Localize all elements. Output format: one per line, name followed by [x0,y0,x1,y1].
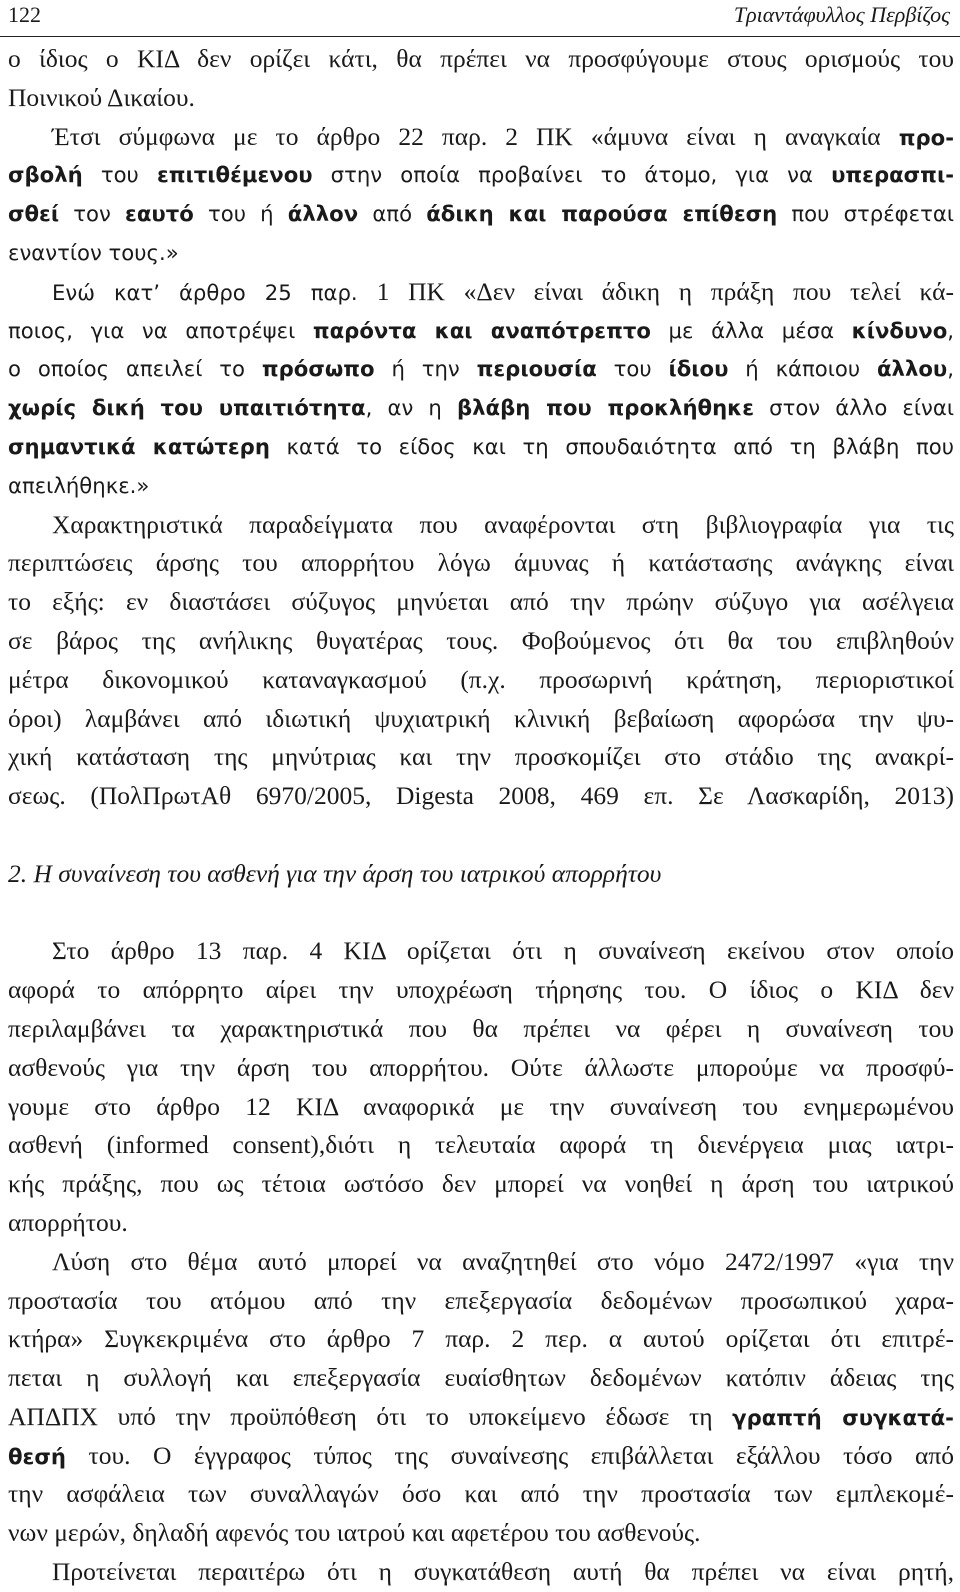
text-line: κτήρα» Συγκεκριμένα στο άρθρο 7 παρ. 2 περ. α αυτού ορίζεται ότι επιτρέ- [8,1324,954,1354]
page-number: 122 [8,2,41,27]
body-text [8,40,954,1592]
text-line: το εξής: εν διαστάσει σύζυγος μηνύεται από την πρώην σύζυγο για ασέλγεια [8,587,954,617]
text-line: πεται η συλλογή και επεξεργασία ευαίσθητων δεδομένων κατόπιν άδειας της [8,1363,954,1393]
page-header [0,0,960,37]
text-line: σημαντικά κατώτερη κατά το είδος και τη σπουδαιότητα από τη βλάβη που [8,433,954,459]
text-line: Έτσι σύμφωνα με το άρθρο 22 παρ. 2 ΠΚ «άμυνα είναι η αναγκαία προ- [52,121,954,151]
text-line: χική κατάσταση της μηνύτριας και την προσκομίζει στο στάδιο της ανακρί- [8,742,954,772]
text-line: Χαρακτηριστικά παραδείγματα που αναφέρονται στη βιβλιογραφία για τις [52,509,954,539]
text-line: απορρήτου. [8,1207,128,1237]
text-line: όροι) λαμβάνει από ιδιωτική ψυχιατρική κλινική βεβαίωση αφορώσα την ψυ- [8,703,954,733]
text-line: περιπτώσεις άρσης του απορρήτου λόγω άμυνας ή κατάστασης ανάγκης είναι [8,548,954,578]
text-line: την ασφάλεια των συναλλαγών όσο και από την προστασία των εμπλεκομέ- [8,1479,954,1509]
text-line: ασθενή (informed consent),διότι η τελευταία αφορά τη διενέργεια μιας ιατρι- [8,1130,954,1160]
text-line: γουμε στο άρθρο 12 ΚΙΔ αναφορικά με την συναίνεση του ενημερωμένου [8,1091,954,1121]
running-head: Τριαντάφυλλος Περβίζος [733,2,950,27]
text-line: ασθενούς για την άρση του απορρήτου. Ούτε άλλωστε μπορούμε να προσφύ- [8,1052,954,1082]
spacer [8,894,954,933]
text-line: ο οποίος απειλεί το πρόσωπο ή την περιουσία του ίδιου ή κάποιου άλλου, [8,356,954,382]
text-line: χωρίς δική του υπαιτιότητα, αν η βλάβη που προκλήθηκε στον άλλο είναι [8,395,954,421]
text-line: ΑΠΔΠΧ υπό την προϋπόθεση ότι το υποκείμενο έδωσε τη γραπτή συγκατά- [8,1401,954,1431]
text-line: νων μερών, δηλαδή αφενός του ιατρού και αφετέρου του ασθενούς. [8,1518,701,1548]
text-line: Στο άρθρο 13 παρ. 4 ΚΙΔ ορίζεται ότι η συναίνεση εκείνου στον οποίο [52,936,954,966]
text-line: μέτρα δικονομικού καταναγκασμού (π.χ. προσωρινή κράτηση, περιοριστικοί [8,664,954,694]
text-line: ο ίδιος ο ΚΙΔ δεν ορίζει κάτι, θα πρέπει να προσφύγουμε στους ορισμούς του [8,44,954,73]
text-line: εναντίον τους.» [8,239,179,265]
spacer [8,816,954,855]
text-line: περιλαμβάνει τα χαρακτηριστικά που θα πρέπει να φέρει η συναίνεση του [8,1013,954,1043]
text-line: προστασία του ατόμου από την επεξεργασία δεδομένων προσωπικού χαρα- [8,1285,954,1315]
text-line: Προτείνεται περαιτέρω ότι η συγκατάθεση αυτή θα πρέπει να είναι ρητή, [52,1557,954,1587]
text-line: ποιος, για να αποτρέψει παρόντα και αναπότρεπτο με άλλα μέσα κίνδυνο, [8,317,954,343]
text-line: Ποινικού Δικαίου. [8,82,195,112]
text-line: θεσή του. Ο έγγραφος τύπος της συναίνεσης επιβάλλεται εξάλλου τόσο από [8,1440,954,1470]
text-line: σε βάρος της ανήλικης θυγατέρας τους. Φοβούμενος ότι θα του επιβληθούν [8,625,954,655]
text-line: αφορά το απόρρητο αίρει την υποχρέωση τήρησης του. Ο ίδιος ο ΚΙΔ δεν [8,975,954,1005]
text-line: σβολή του επιτιθέμενου στην οποία προβαίνει το άτομο, για να υπερασπι- [8,162,954,188]
text-line: σθεί τον εαυτό του ή άλλον από άδικη και παρούσα επίθεση που στρέφεται [8,201,954,227]
text-line: κής πράξης, που ως τέτοια ωστόσο δεν μπορεί να νοηθεί η άρση του ιατρικού [8,1169,954,1199]
text-line: Ενώ κατ’ άρθρο 25 παρ. 1 ΠΚ «Δεν είναι άδικη η πράξη που τελεί κά- [52,276,954,306]
text-line: απειλήθηκε.» [8,472,150,498]
text-line: Λύση στο θέμα αυτό μπορεί να αναζητηθεί στο νόμο 2472/1997 «για την [52,1246,954,1276]
section-heading: 2. Η συναίνεση του ασθενή για την άρση του ιατρικού απορρήτου [8,858,662,888]
text-line: σεως. (ΠολΠρωτΑθ 6970/2005, Digesta 2008, 469 επ. Σε Λασκαρίδη, 2013) [8,781,954,811]
